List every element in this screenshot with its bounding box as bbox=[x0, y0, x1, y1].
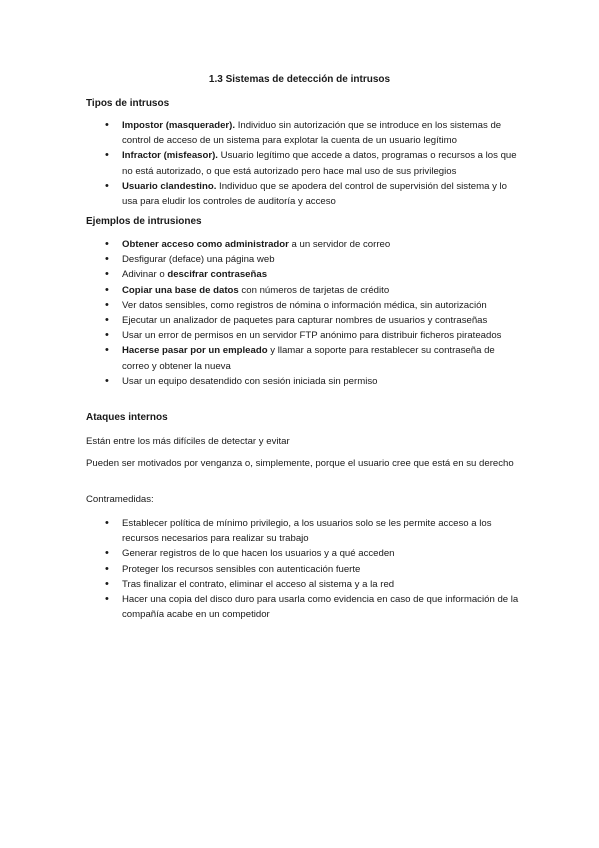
list-item bbox=[86, 313, 522, 328]
bullet-icon: • bbox=[105, 238, 109, 250]
bullet-icon: • bbox=[105, 253, 109, 266]
list-item bbox=[86, 283, 522, 298]
bullet-icon: • bbox=[105, 149, 109, 162]
item-text: Establecer política de mínimo privilegio, a los usuarios solo se les permite acceso a los recursos necesarios para realizar su trabajo bbox=[122, 518, 492, 545]
bullet-icon: • bbox=[105, 314, 109, 327]
item-text: Individuo que se apodera del control de supervisión del sistema y lo usa para eludir los controles de auditoría y acceso bbox=[122, 180, 508, 208]
list-item bbox=[86, 343, 522, 373]
item-text: Generar registros de lo que hacen los usuarios y a qué acceden bbox=[122, 548, 395, 560]
list-item bbox=[86, 592, 522, 622]
bullet-icon: • bbox=[105, 374, 109, 387]
list-item bbox=[86, 267, 522, 282]
list-item bbox=[86, 237, 522, 252]
item-term: Obtener acceso como administrador bbox=[122, 239, 289, 250]
paragraph-motivados: Pueden ser motivados por venganza o, simplemente, porque el usuario cree que está en su derecho bbox=[86, 458, 514, 469]
item-text: Usar un error de permisos en un servidor FTP anónimo para distribuir ficheros pirateados bbox=[122, 330, 502, 342]
item-text: Usuario legítimo que accede a datos, programas o recursos a los que no está autorizado, o que está autorizado pero hace mal uso de sus privilegios bbox=[122, 150, 517, 177]
section-heading-ataques: Ataques internos bbox=[86, 412, 168, 423]
list-item bbox=[86, 118, 522, 148]
item-term: Infractor (misfeasor). bbox=[122, 150, 218, 162]
list-item bbox=[86, 374, 522, 389]
item-text: Ver datos sensibles, como registros de nómina o información médica, sin autorización bbox=[122, 299, 487, 311]
list-ejemplos-intrusiones bbox=[86, 237, 522, 389]
item-term: Usuario clandestino. bbox=[122, 180, 217, 192]
bullet-icon: • bbox=[105, 329, 109, 342]
item-text: Ejecutar un analizador de paquetes para capturar nombres de usuarios y contraseñas bbox=[122, 315, 488, 327]
item-text: Hacer una copia del disco duro para usarla como evidencia en caso de que información de la compañía acabe en un competidor bbox=[122, 594, 519, 621]
item-text: Adivinar o bbox=[122, 269, 168, 281]
bullet-icon: • bbox=[105, 344, 109, 357]
list-item bbox=[86, 252, 522, 267]
item-text: Desfigurar (deface) una página web bbox=[122, 254, 275, 266]
list-tipos-intrusos bbox=[86, 118, 522, 209]
paragraph-contramedidas: Contramedidas: bbox=[86, 494, 154, 505]
list-item bbox=[86, 179, 522, 209]
bullet-icon: • bbox=[105, 179, 109, 192]
bullet-icon: • bbox=[105, 547, 109, 560]
item-text: Individuo sin autorización que se introduce en los sistemas de control de acceso de un sistema para explotar la cuenta de un usuario legítimo bbox=[122, 120, 502, 147]
list-item bbox=[86, 546, 522, 561]
item-text: a un servidor de correo bbox=[288, 239, 391, 250]
item-term: Hacerse pasar por un empleado bbox=[122, 345, 268, 357]
item-term: Impostor (masquerader). bbox=[122, 120, 236, 131]
page-title: 1.3 Sistemas de detección de intrusos bbox=[208, 74, 391, 85]
item-term: Copiar una base de datos bbox=[122, 284, 239, 296]
list-item bbox=[86, 516, 522, 546]
list-contramedidas bbox=[86, 516, 522, 622]
item-text: y llamar a soporte para restablecer su contraseña de correo y obtener la nueva bbox=[122, 345, 495, 372]
section-heading-tipos: Tipos de intrusos bbox=[86, 98, 170, 109]
item-text: Proteger los recursos sensibles con autenticación fuerte bbox=[122, 563, 361, 575]
item-text: con números de tarjetas de crédito bbox=[238, 284, 390, 296]
list-item bbox=[86, 577, 522, 592]
bullet-icon: • bbox=[105, 119, 109, 131]
list-item bbox=[86, 298, 522, 313]
section-heading-ejemplos: Ejemplos de intrusiones bbox=[86, 216, 202, 227]
item-term: descifrar contraseñas bbox=[167, 269, 268, 281]
paragraph-dificiles: Están entre los más difíciles de detectar y evitar bbox=[86, 436, 290, 447]
bullet-icon: • bbox=[105, 593, 109, 606]
list-item bbox=[86, 562, 522, 577]
list-item bbox=[86, 328, 522, 343]
bullet-icon: • bbox=[105, 562, 109, 575]
bullet-icon: • bbox=[105, 283, 109, 296]
item-text: Usar un equipo desatendido con sesión iniciada sin permiso bbox=[122, 375, 378, 387]
item-text: Tras finalizar el contrato, eliminar el acceso al sistema y a la red bbox=[122, 578, 395, 590]
bullet-icon: • bbox=[105, 268, 109, 281]
bullet-icon: • bbox=[105, 298, 109, 311]
bullet-icon: • bbox=[105, 517, 109, 529]
bullet-icon: • bbox=[105, 577, 109, 590]
list-item bbox=[86, 148, 522, 178]
